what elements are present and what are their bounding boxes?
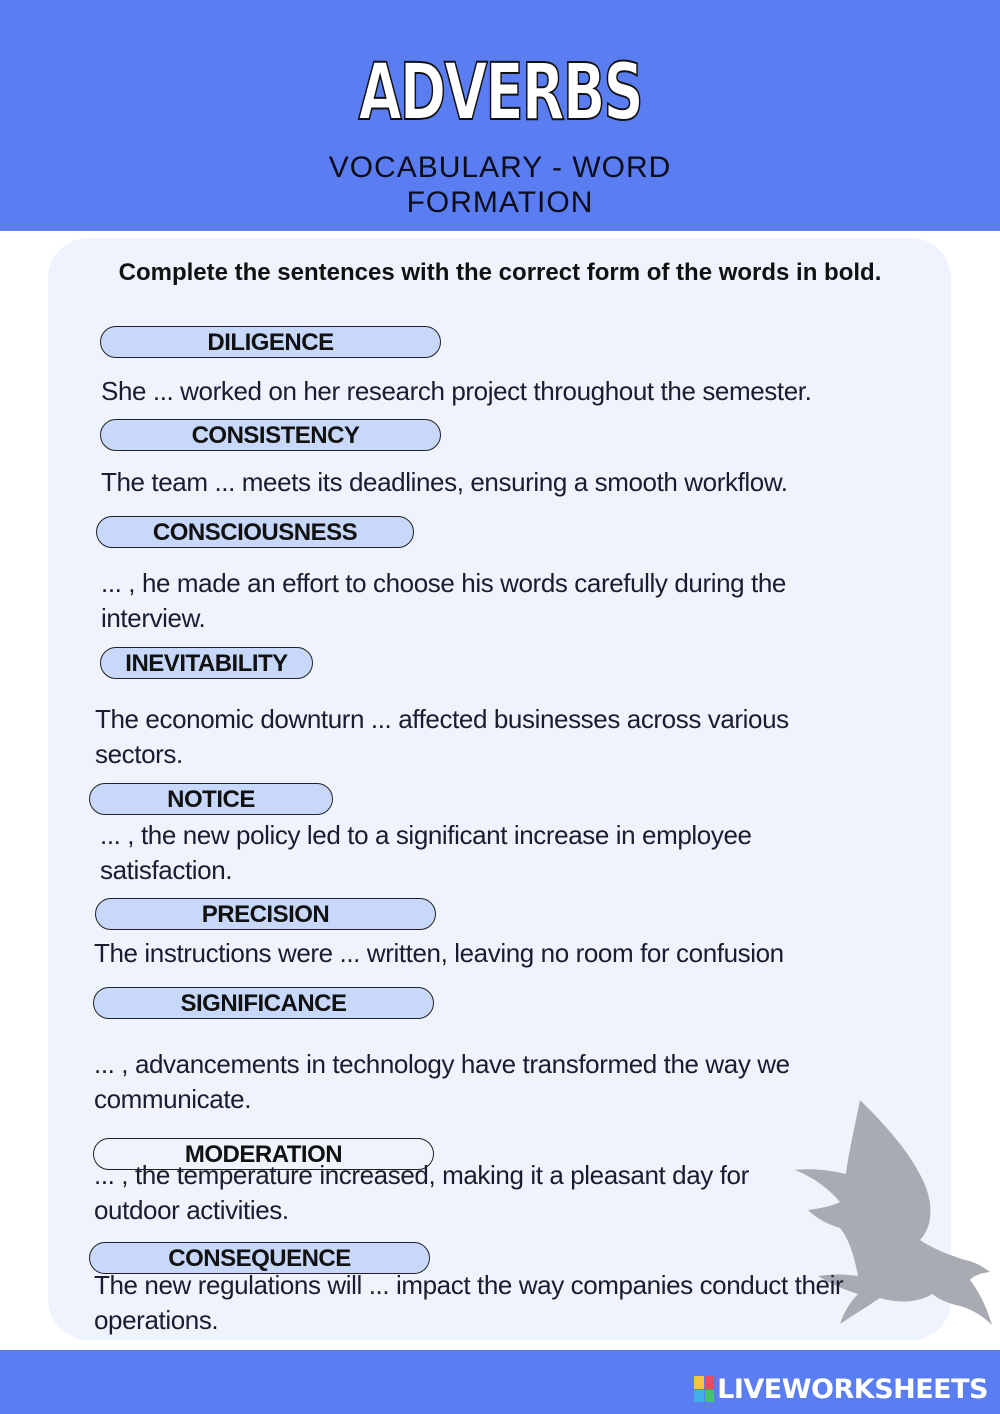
word-pill-significance[interactable]: SIGNIFICANCE (93, 987, 434, 1019)
sentence-4: The economic downturn ... affected businesses across various sectors. (95, 704, 789, 769)
word-pill-diligence[interactable]: DILIGENCE (100, 326, 441, 358)
word-pill-notice[interactable]: NOTICE (89, 783, 333, 815)
word-pill-precision[interactable]: PRECISION (95, 898, 436, 930)
sentence-3: ... , he made an effort to choose his words carefully during the interview. (101, 568, 786, 633)
sentence-5: ... , the new policy led to a significant increase in employee satisfaction. (100, 820, 752, 885)
word-pill-moderation[interactable]: MODERATION (93, 1138, 434, 1170)
liveworksheets-logo[interactable] (694, 1372, 988, 1406)
word-pill-inevitability[interactable]: INEVITABILITY (100, 647, 313, 679)
word-pill-consciousness[interactable]: CONSCIOUSNESS (96, 516, 414, 548)
word-pill-consistency[interactable]: CONSISTENCY (100, 419, 441, 451)
liveworksheets-logo-icon (694, 1376, 714, 1402)
sentence-6: The instructions were ... written, leaving no room for confusion (94, 938, 784, 968)
page-subtitle: VOCABULARY - WORD FORMATION (328, 151, 672, 219)
brand-name: LIVEWORKSHEETS (717, 1373, 988, 1405)
page-title: ADVERBS (358, 48, 642, 138)
word-pill-consequence[interactable]: CONSEQUENCE (89, 1242, 430, 1274)
sentence-8: ... , the temperature increased, making it a pleasant day for outdoor activities. (94, 1160, 749, 1225)
instructions: Complete the sentences with the correct form of the words in bold. (118, 259, 882, 286)
sentence-7: ... , advancements in technology have transformed the way we communicate. (94, 1049, 790, 1114)
sentence-1: She ... worked on her research project throughout the semester. (101, 376, 812, 406)
sentence-9: The new regulations will ... impact the way companies conduct their operations. (94, 1270, 844, 1335)
sentence-2: The team ... meets its deadlines, ensuring a smooth workflow. (101, 467, 788, 497)
